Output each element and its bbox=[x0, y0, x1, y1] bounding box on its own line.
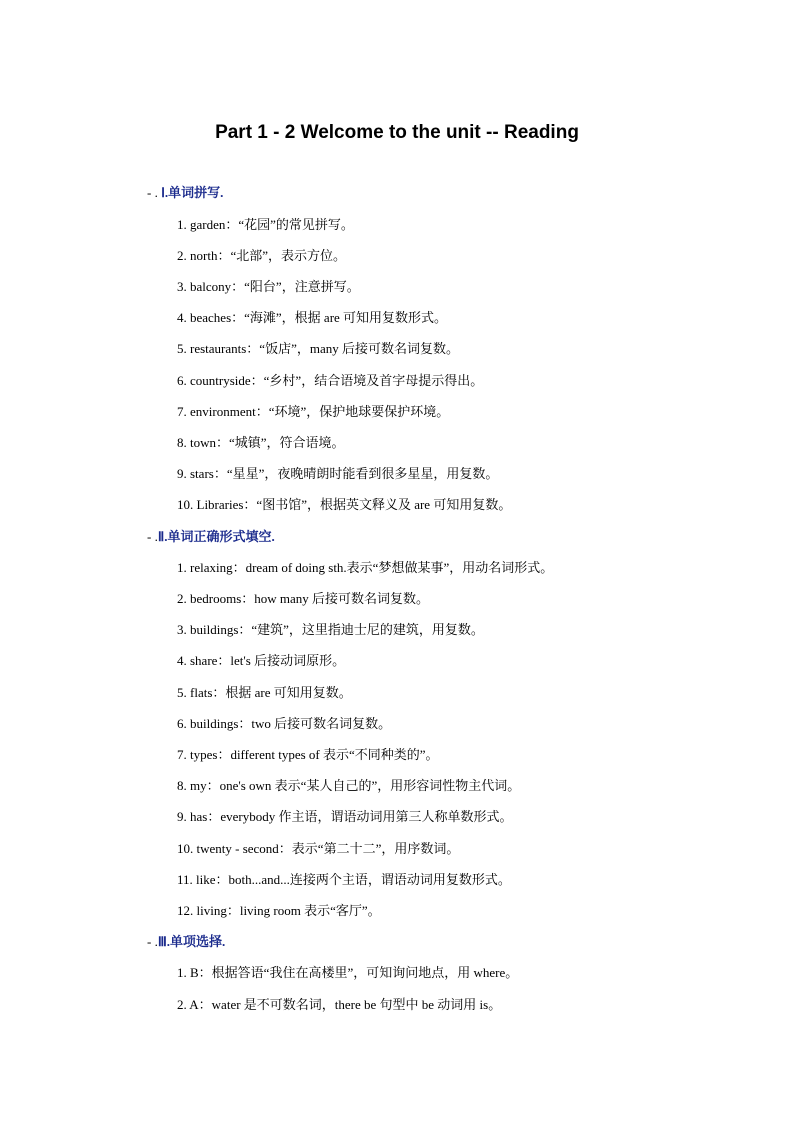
answer-item: 2. bedrooms：how many 后接可数名词复数。 bbox=[177, 591, 430, 606]
answer-item: 3. buildings：“建筑”，这里指迪士尼的建筑，用复数。 bbox=[177, 622, 484, 637]
answer-item: 4. beaches：“海滩”，根据 are 可知用复数形式。 bbox=[177, 310, 448, 325]
section-prefix: - . bbox=[147, 934, 158, 949]
answer-item: 5. flats：根据 are 可知用复数。 bbox=[177, 685, 352, 700]
answer-item: 8. my：one's own 表示“某人自己的”，用形容词性物主代词。 bbox=[177, 778, 521, 793]
answer-item: 6. countryside：“乡村”，结合语境及首字母提示得出。 bbox=[177, 373, 484, 388]
section-prefix: - . bbox=[147, 529, 158, 544]
answer-item: 7. environment：“环境”，保护地球要保护环境。 bbox=[177, 404, 450, 419]
section-heading-2 bbox=[147, 526, 275, 545]
answer-item: 8. town：“城镇”，符合语境。 bbox=[177, 435, 345, 450]
answer-item: 10. twenty - second：表示“第二十二”，用序数词。 bbox=[177, 841, 460, 856]
answer-item: 11. like：both...and...连接两个主语，谓语动词用复数形式。 bbox=[177, 872, 511, 887]
answer-item: 4. share：let's 后接动词原形。 bbox=[177, 653, 346, 668]
section-prefix: - . bbox=[147, 185, 162, 200]
section-label: Ⅰ.单词拼写. bbox=[161, 185, 224, 200]
section-heading-3 bbox=[147, 931, 225, 950]
answer-item: 1. relaxing：dream of doing sth.表示“梦想做某事”，用动名词形式。 bbox=[177, 560, 554, 575]
answer-item: 6. buildings：two 后接可数名词复数。 bbox=[177, 716, 392, 731]
answer-item: 3. balcony：“阳台”，注意拼写。 bbox=[177, 279, 360, 294]
section-label: Ⅲ.单项选择. bbox=[157, 934, 226, 949]
answer-item: 10. Libraries：“图书馆”，根据英文释义及 are 可知用复数。 bbox=[177, 497, 512, 512]
answer-item: 9. stars：“星星”，夜晚晴朗时能看到很多星星，用复数。 bbox=[177, 466, 499, 481]
answer-item: 2. A：water 是不可数名词，there be 句型中 be 动词用 is。 bbox=[177, 997, 502, 1012]
answer-item: 2. north：“北部”，表示方位。 bbox=[177, 248, 346, 263]
page-title: Part 1 - 2 Welcome to the unit -- Reading bbox=[215, 122, 579, 143]
answer-item: 9. has：everybody 作主语，谓语动词用第三人称单数形式。 bbox=[177, 809, 513, 824]
section-heading-1 bbox=[147, 182, 223, 201]
section-label: Ⅱ.单词正确形式填空. bbox=[157, 529, 275, 544]
answer-item: 12. living：living room 表示“客厅”。 bbox=[177, 903, 381, 918]
answer-item: 5. restaurants：“饭店”，many 后接可数名词复数。 bbox=[177, 341, 459, 356]
answer-item: 7. types：different types of 表示“不同种类的”。 bbox=[177, 747, 439, 762]
answer-item: 1. B：根据答语“我住在高楼里”，可知询问地点，用 where。 bbox=[177, 965, 519, 980]
answer-item: 1. garden：“花园”的常见拼写。 bbox=[177, 217, 354, 232]
